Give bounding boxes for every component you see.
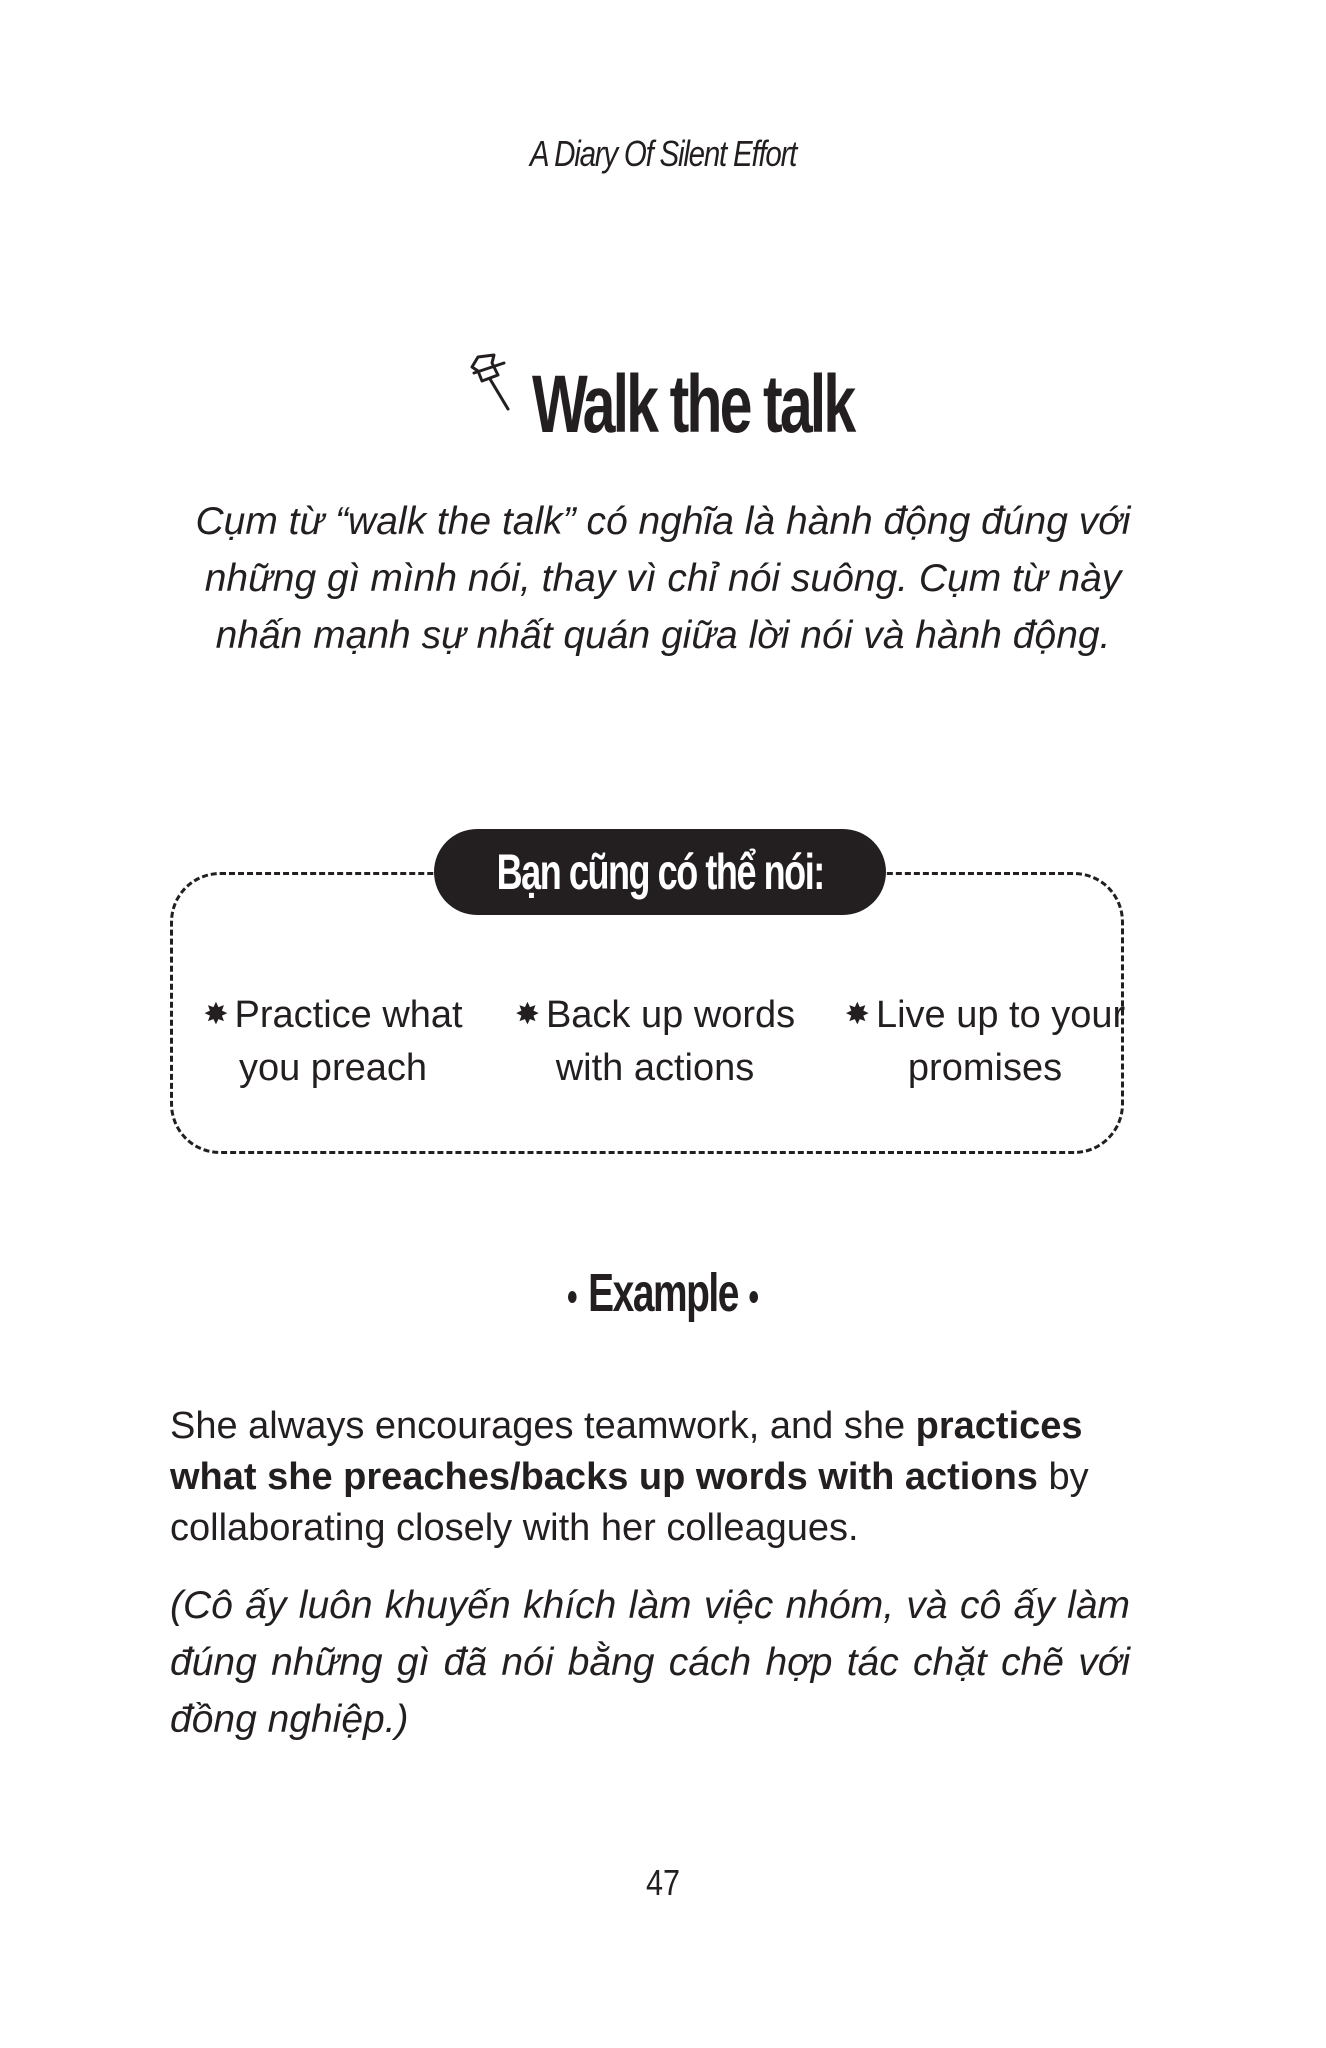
star-icon: ✸ (203, 998, 229, 1031)
running-header: A Diary Of Silent Effort (529, 133, 797, 174)
synonym-text: Live up to your promises (875, 994, 1126, 1089)
star-icon: ✸ (514, 998, 540, 1031)
synonym-item (830, 990, 1140, 1094)
example-heading (0, 1262, 1326, 1324)
bullet-dot-icon (749, 1291, 758, 1303)
section-title-row (0, 345, 1326, 465)
bullet-dot-icon (568, 1291, 577, 1303)
page-number: 47 (645, 1862, 681, 1903)
example-sentence (170, 1401, 1130, 1554)
example-heading-text: Example (588, 1263, 738, 1323)
pushpin-icon (464, 351, 518, 417)
synonym-item (178, 990, 488, 1094)
synonym-box-tab (434, 829, 886, 915)
example-sentence-highlight: practices what she preaches/backs up words with actions (170, 1405, 1083, 1498)
synonym-text: Back up words with actions (545, 994, 796, 1089)
section-title: Walk the talk (532, 359, 854, 450)
synonym-text: Practice what you preach (234, 994, 463, 1089)
example-sentence-end: by collaborating closely with her colleagues. (170, 1456, 1089, 1549)
star-icon: ✸ (844, 998, 870, 1031)
synonym-box-label: Bạn cũng có thể nói: (496, 844, 824, 900)
example-translation: (Cô ấy luôn khuyến khích làm việc nhóm, và cô ấy làm đúng những gì đã nói bằng cách hợp tác chặt chẽ với đồng nghiệp.) (170, 1584, 1130, 1741)
definition-text: Cụm từ “walk the talk” có nghĩa là hành động đúng với những gì mình nói, thay vì chỉ nói suông. Cụm từ này nhấn mạnh sự nhất quán giữa lời nói và hành động. (195, 500, 1131, 657)
synonym-item (500, 990, 810, 1094)
example-sentence-start: She always encourages teamwork, and she (170, 1405, 916, 1447)
